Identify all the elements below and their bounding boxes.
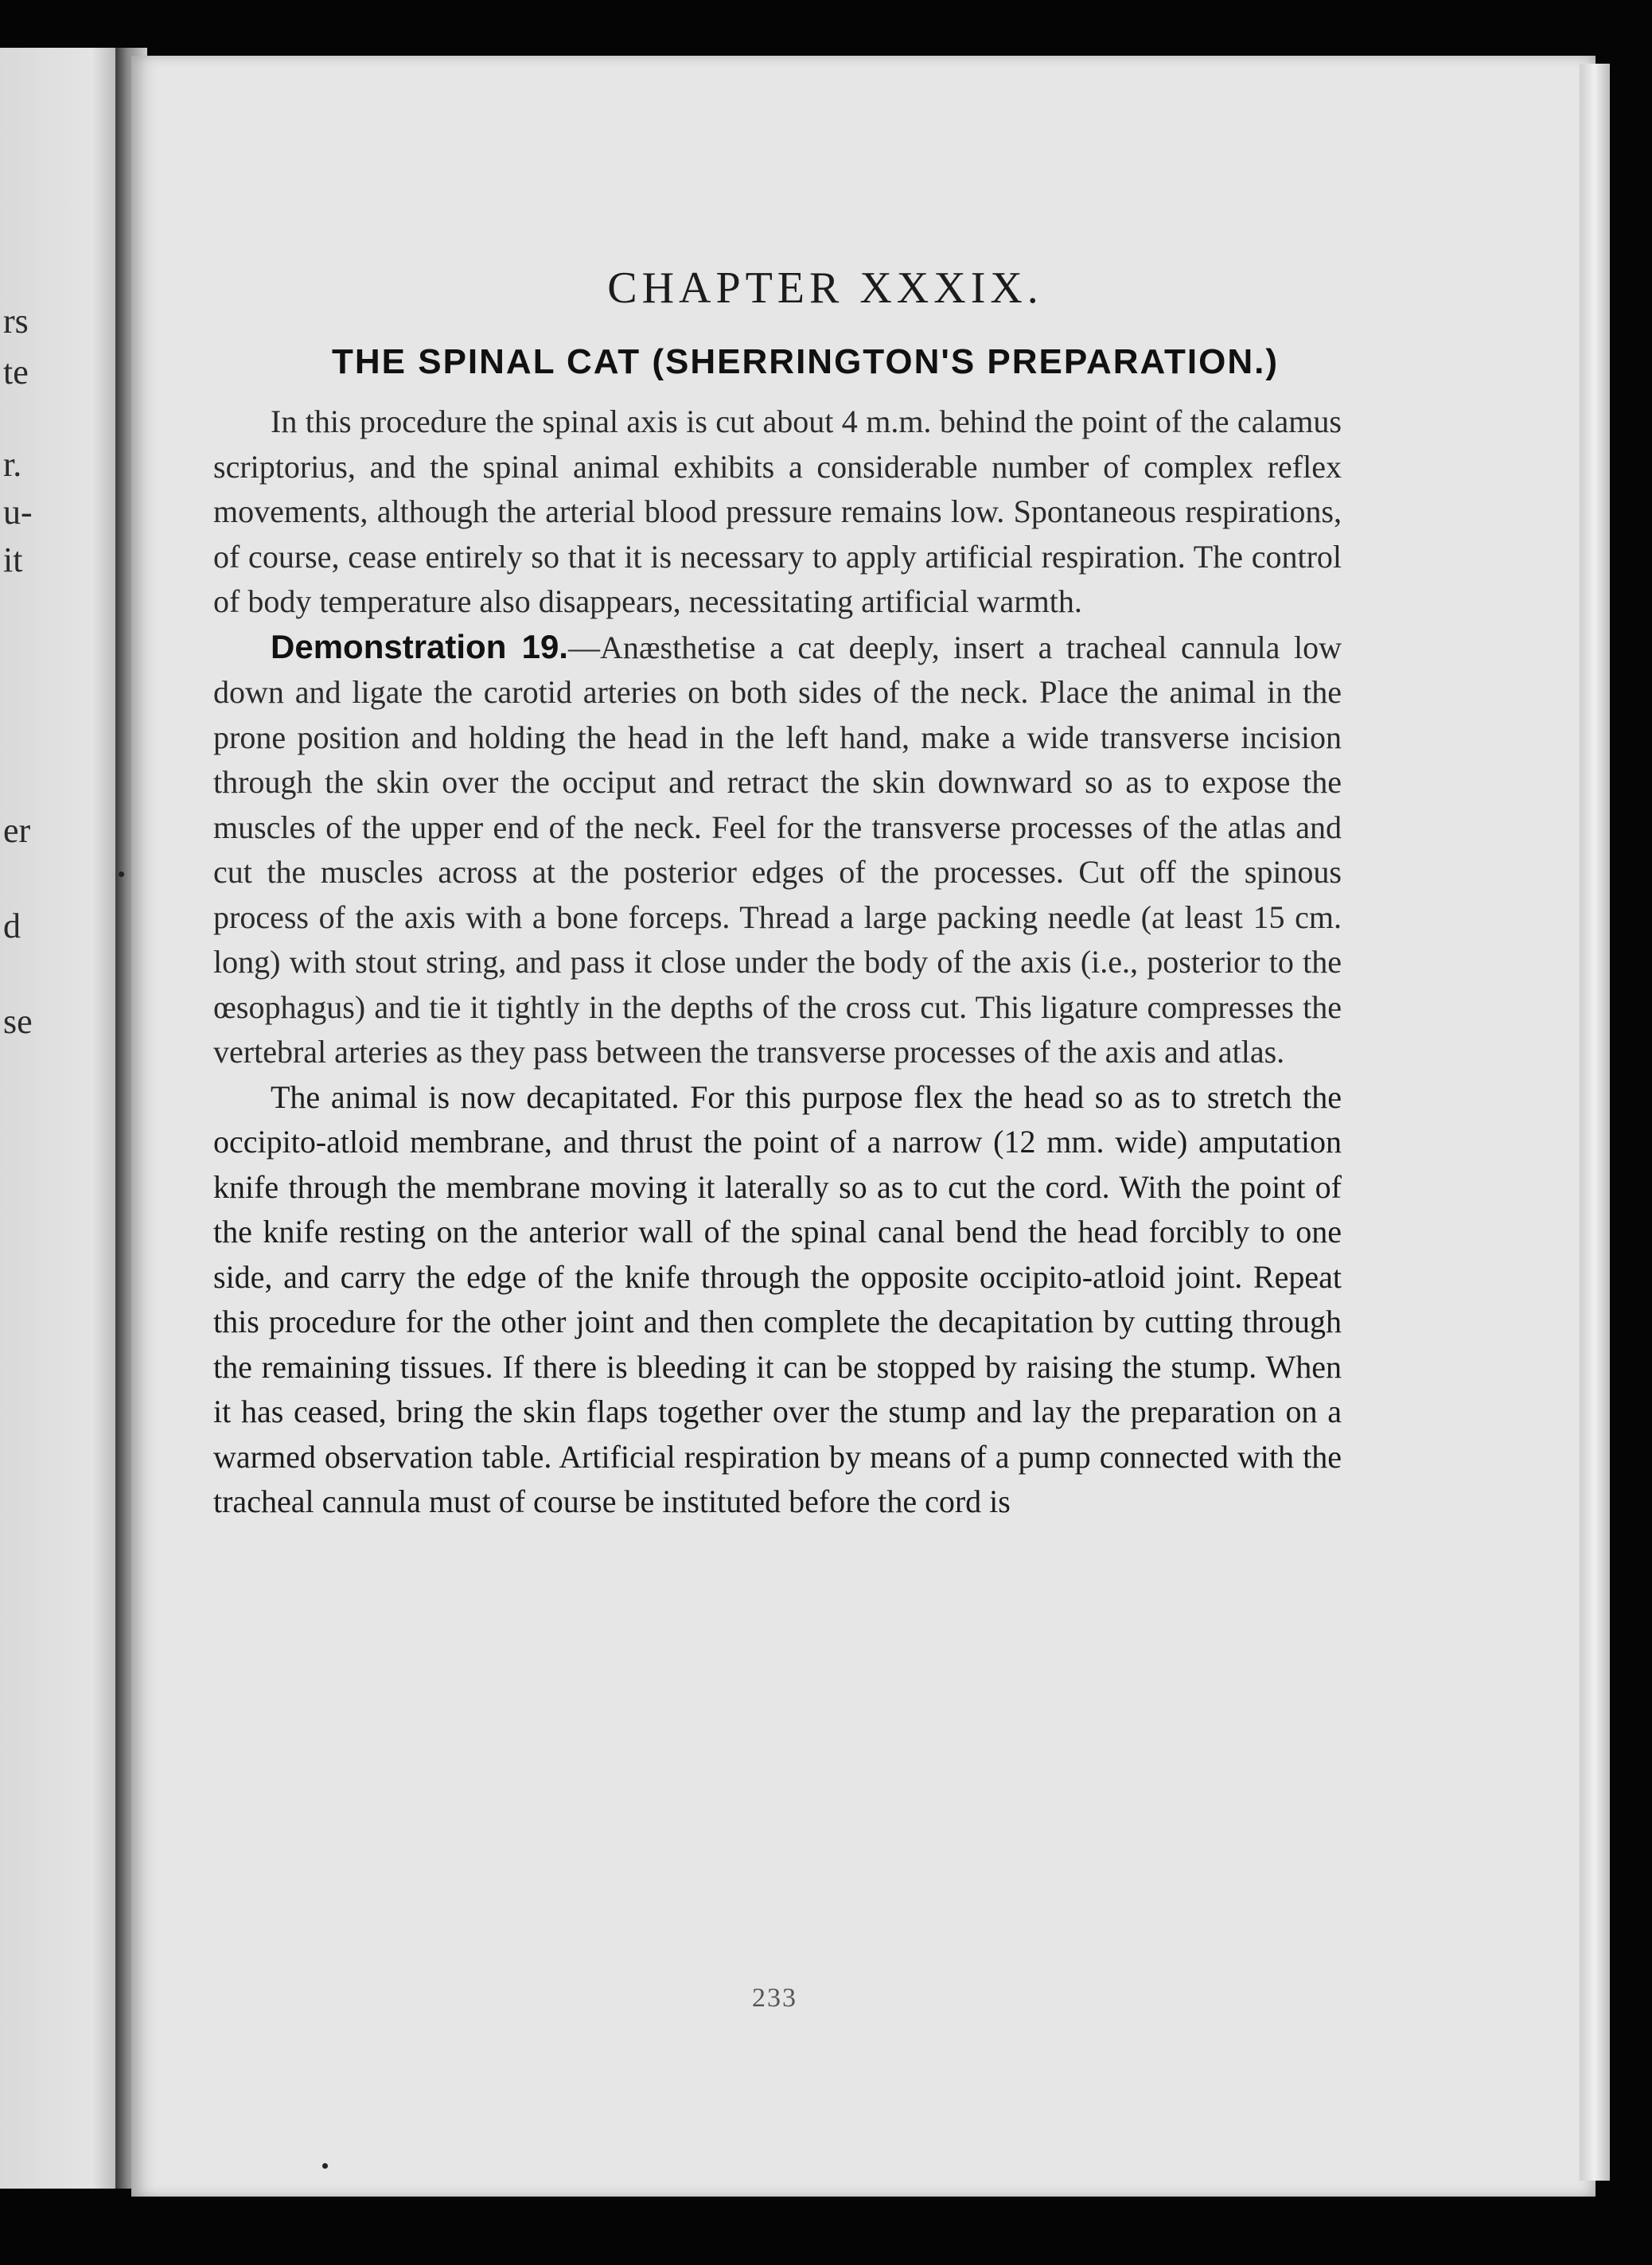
paragraph-demonstration bbox=[213, 625, 1342, 1075]
left-page-fragment: rs bbox=[3, 302, 29, 341]
section-title: THE SPINAL CAT (SHERRINGTON'S PREPARATION.) bbox=[332, 342, 1279, 381]
left-page-fragment: te bbox=[3, 353, 29, 392]
margin-speck bbox=[322, 2163, 328, 2169]
left-facing-page bbox=[0, 48, 115, 2189]
paragraph-intro: In this procedure the spinal axis is cut about 4 m.m. behind the point of the calamus scriptorius, and the spinal animal exhibits a considerable number of complex reflex movements, although the arterial blood pressure remains low. Spontaneous respirations, of course, cease entirely so that it is necessary to apply artificial respiration. The control of body temperature also disappears, necessitating artificial warmth. bbox=[213, 403, 1342, 619]
demonstration-text: —Anæsthetise a cat deeply, insert a tracheal cannula low down and ligate the carotid arteries on both sides of the neck. Place the animal in the prone position and holding the head in the left hand, make a wide transverse incision through the skin over the occiput and retract the skin downward so as to expose the muscles of the upper end of the neck. Feel for the transverse processes of the atlas and cut the muscles across at the posterior edges of the processes. Cut off the spinous process of the axis with a bone forceps. Thread a large packing needle (at least 15 cm. long) with stout string, and pass it close under the body of the axis (i.e., posterior to the œsophagus) and tie it tightly in the depths of the cross cut. This ligature compresses the vertebral arteries as they pass between the transverse processes of the axis and atlas. bbox=[213, 629, 1342, 1070]
left-page-fragment: se bbox=[3, 1002, 33, 1041]
chapter-title: CHAPTER XXXIX. bbox=[607, 263, 1043, 313]
demonstration-label: Demonstration 19. bbox=[271, 627, 568, 665]
left-page-fragment: r. bbox=[3, 445, 22, 484]
page-edge bbox=[1580, 64, 1610, 2181]
paragraph-decapitation: The animal is now decapitated. For this purpose flex the head so as to stretch the occipito-atloid membrane, and thrust the point of a narrow (12 mm. wide) amputation knife through the membrane moving it laterally so as to cut the cord. With the point of the knife resting on the anterior wall of the spinal canal bend the head forcibly to one side, and carry the edge of the knife through the opposite occipito-atloid joint. Repeat this procedure for the other joint and then complete the decapitation by cutting through the remaining tissues. If there is bleeding it can be stopped by raising the stump. When it has ceased, bring the skin flaps together over the stump and lay the preparation on a warmed observation table. Artificial respiration by means of a pump connected with the tracheal cannula must of course be instituted before the cord is bbox=[213, 1078, 1342, 1519]
page-content bbox=[213, 263, 1342, 1525]
margin-speck bbox=[119, 871, 124, 877]
left-page-fragment: it bbox=[3, 540, 23, 579]
left-page-fragment: u- bbox=[3, 493, 33, 532]
page-number: 233 bbox=[752, 1983, 797, 2013]
left-page-fragment: d bbox=[3, 906, 21, 945]
left-page-fragment: er bbox=[3, 811, 31, 850]
